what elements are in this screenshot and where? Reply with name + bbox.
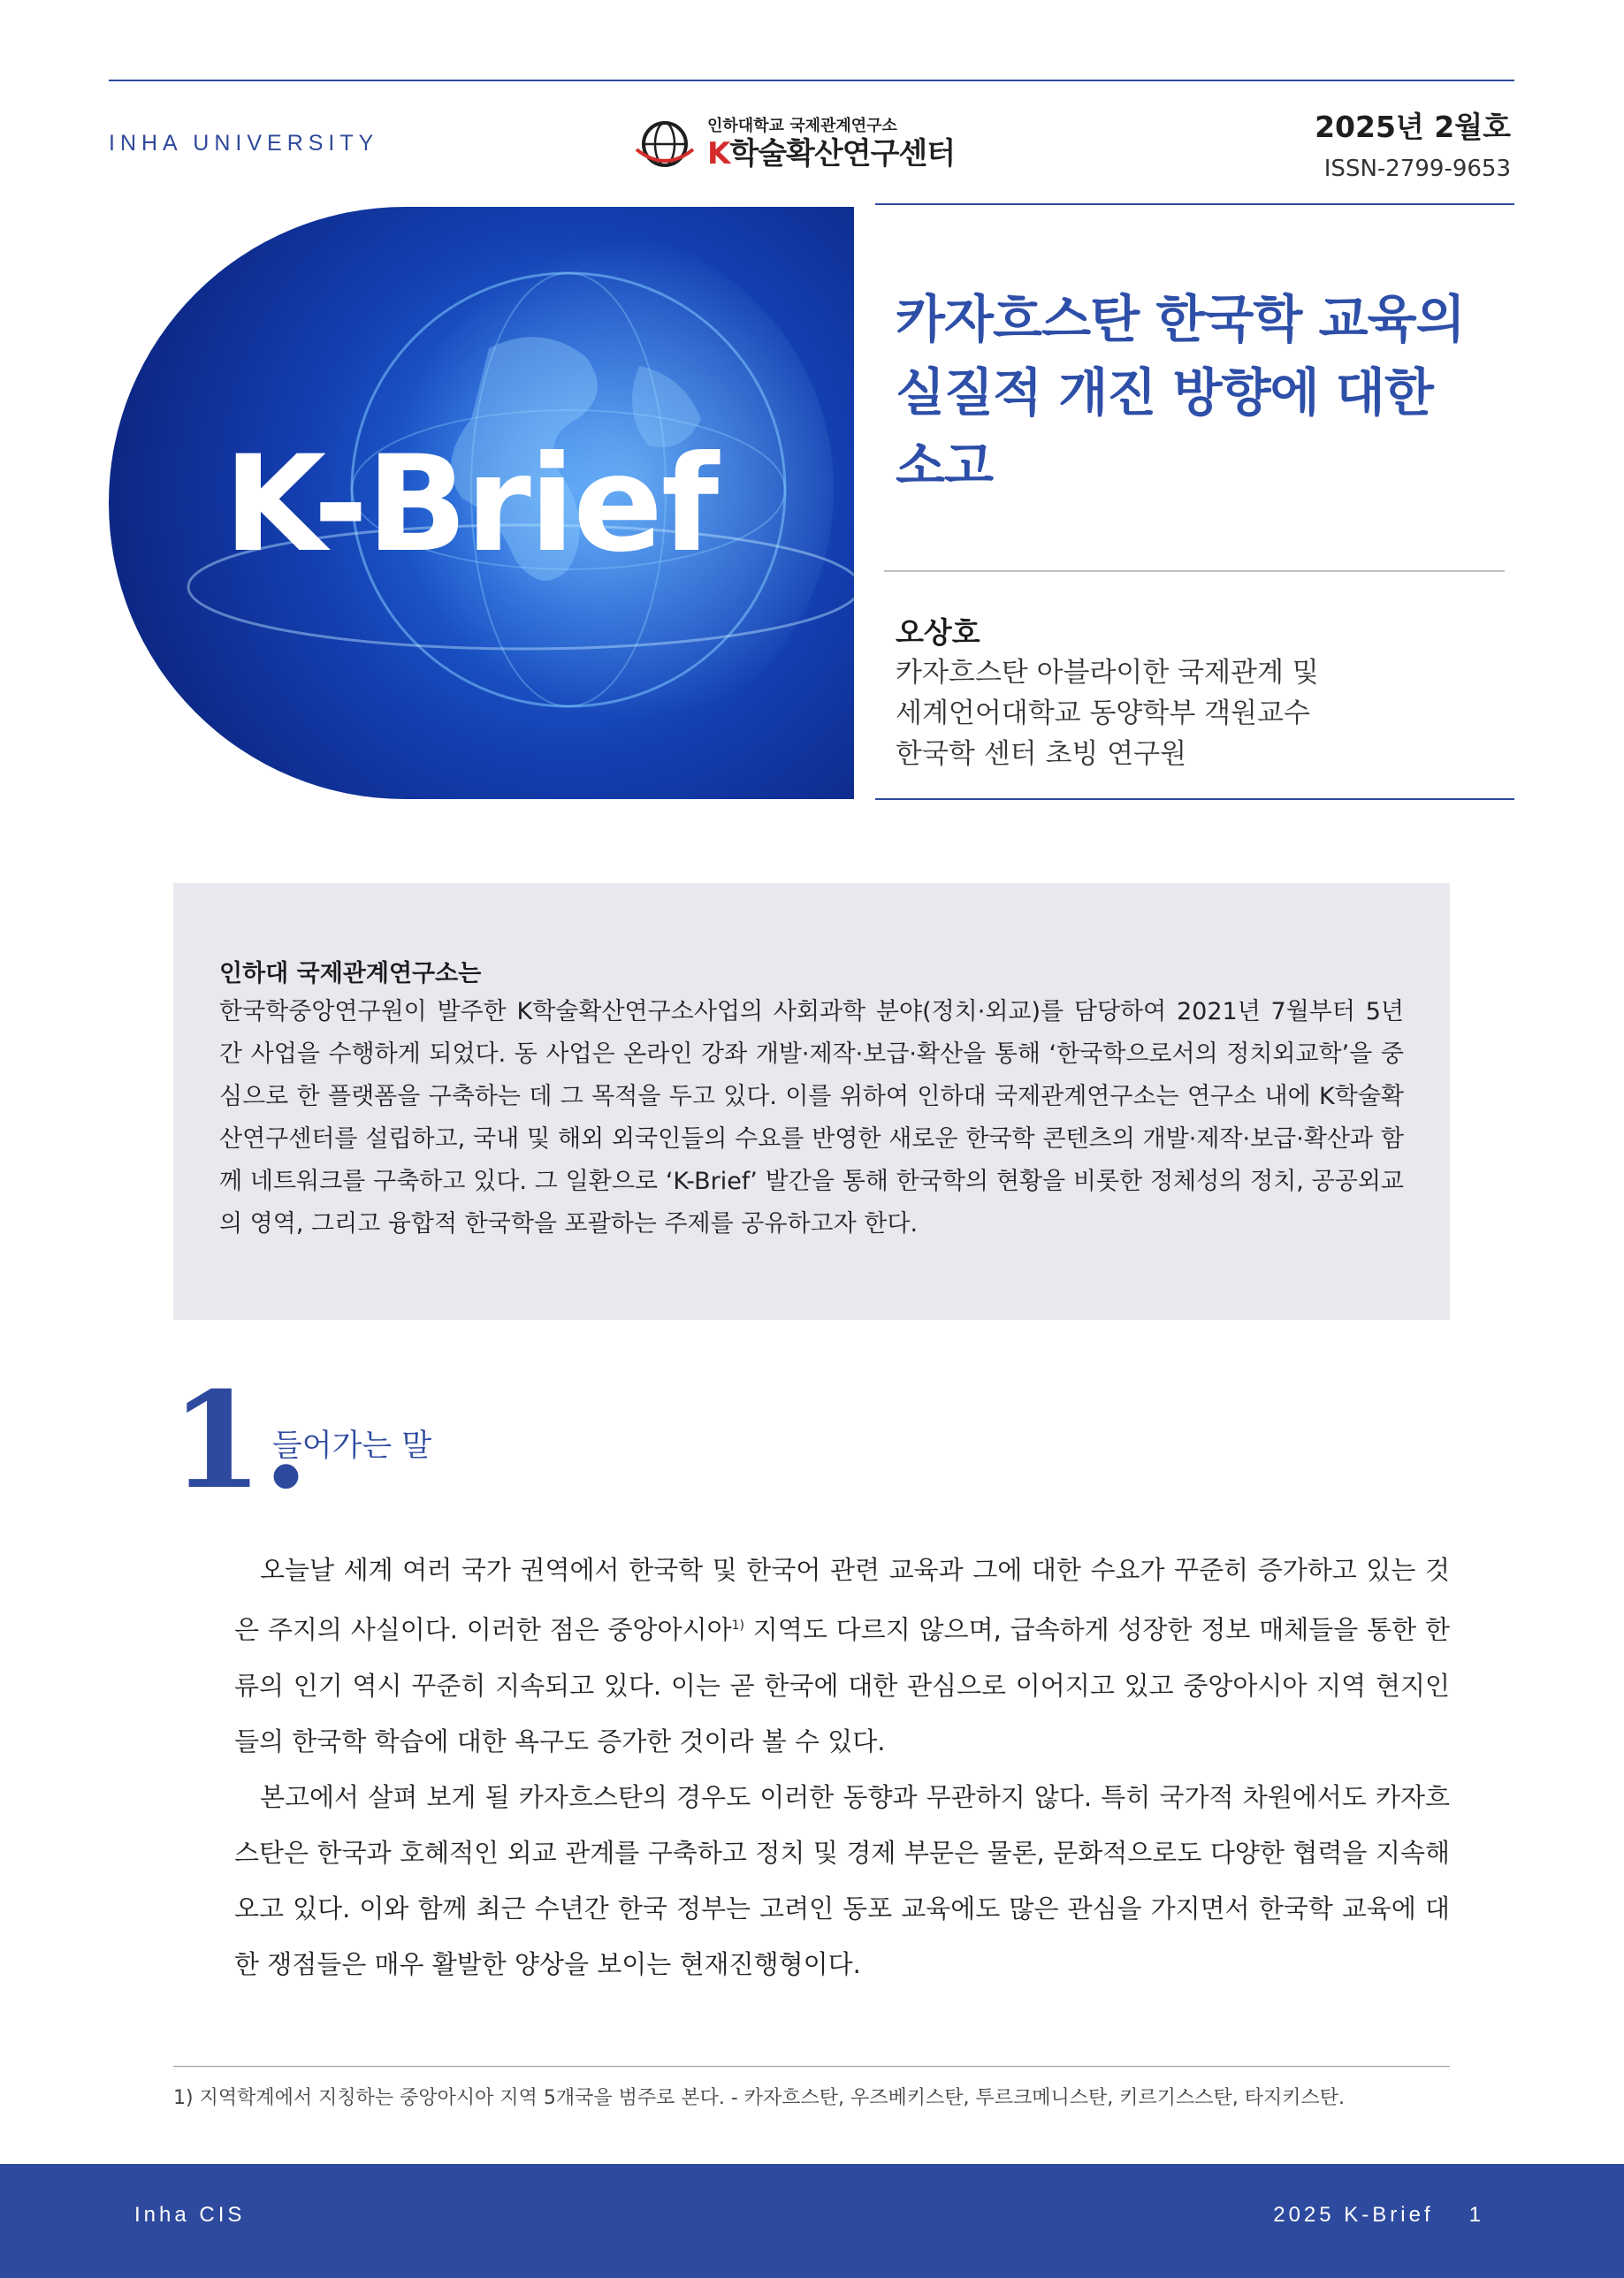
paragraph-2: 본고에서 살펴 보게 될 카자흐스탄의 경우도 이러한 동향과 무관하지 않다. 특히 국가적 차원에서도 카자흐스탄은 한국과 호혜적인 외교 관계를 구축하고 정치 및 경제 부문은 물론, 문화적으로도 다양한 협력을 지속해 오고 있다. 이와 함께 최근 수년간 한국 정부는 고려인 동포 교육에도 많은 관심을 가지면서 한국학 교육에 대한 쟁점들은 매우 활발한 양상을 보이는 현재진행형이다.: [234, 1781, 1450, 1979]
institute-info-box: [173, 883, 1450, 1320]
info-box-body: 한국학중앙연구원이 발주한 K학술확산연구소사업의 사회과학 분야(정치·외교)를 담당하여 2021년 7월부터 5년간 사업을 수행하게 되었다. 동 사업은 온라인 강좌 개발·제작·보급·확산을 통해 ‘한국학으로서의 정치외교학’을 중심으로 한 플랫폼을 구축하는 데 그 목적을 두고 있다. 이를 위하여 인하대 국제관계연구소는 연구소 내에 K학술확산연구센터를 설립하고, 국내 및 해외 외국인들의 수요를 반영한 새로운 한국학 콘텐츠의 개발·제작·보급·확산과 함께 네트워크를 구축하고 있다. 그 일환으로 ‘K-Brief’ 발간을 통해 한국학의 현황을 비롯한 정체성의 정치, 공공외교의 영역, 그리고 융합적 한국학을 포괄하는 주제를 공유하고자 한다.: [219, 998, 1404, 1238]
logo-subtitle: 인하대학교 국제관계연구소: [707, 117, 897, 135]
kbrief-label: K-Brief: [224, 428, 718, 582]
footnote: 1) 지역학계에서 지칭하는 중앙아시아 지역 5개국을 범주로 본다. - 카자흐스탄, 우즈베키스탄, 투르크메니스탄, 키르기스스탄, 타지키스탄.: [173, 2087, 1345, 2109]
footnote-ref: 1): [731, 1619, 744, 1633]
article-title: 카자흐스탄 한국학 교육의 실질적 개진 방향에 대한 소고: [896, 289, 1465, 496]
issue-date: 2025년 2월호: [1315, 110, 1511, 144]
page-footer: [0, 2164, 1624, 2278]
info-box-heading: 인하대 국제관계연구소는: [219, 960, 482, 987]
paragraph-1: 오늘날 세계 여러 국가 권역에서 한국학 및 한국어 관련 교육과 그에 대한 수요가 꾸준히 증가하고 있는 것은 주지의 사실이다. 이러한 점은 중앙아시아$^{1)}$ 지역도 다르지 않으며, 급속하게 성장한 정보 매체들을 통한 한류의 인기 역시 꾸준히 지속되고 있다. 이는 곧 한국에 대한 관심으로 이어지고 있고 중앙아시아 지역 현지인들의 한국학 학습에 대한 욕구도 증가한 것이라 볼 수 있다.: [234, 1555, 1450, 1756]
title-bottom-rule: [875, 798, 1514, 800]
page-number: 1: [1468, 2203, 1484, 2227]
footer-right: 2025 K-Brief 1: [1273, 2203, 1484, 2227]
logo-title: K학술확산연구센터: [707, 136, 956, 171]
author-name: 오상호: [896, 615, 980, 650]
article-body: [234, 1543, 1450, 1992]
footer-left: Inha CIS: [134, 2203, 246, 2227]
globe-logo-icon: [633, 118, 697, 171]
author-affiliation: 카자흐스탄 아블라이한 국제관계 및 세계언어대학교 동양학부 객원교수 한국학 센터 초빙 연구원: [896, 657, 1319, 770]
top-rule: [109, 80, 1514, 81]
section-title: 들어가는 말: [272, 1429, 432, 1464]
university-name: INHA UNIVERSITY: [109, 131, 379, 156]
title-top-rule: [875, 203, 1514, 205]
institute-logo: [633, 117, 955, 171]
issn: ISSN-2799-9653: [1323, 156, 1511, 182]
section-number: 1.: [171, 1363, 309, 1519]
hero-banner: [109, 207, 854, 799]
title-divider: [884, 570, 1505, 572]
footnote-divider: [173, 2066, 1450, 2067]
